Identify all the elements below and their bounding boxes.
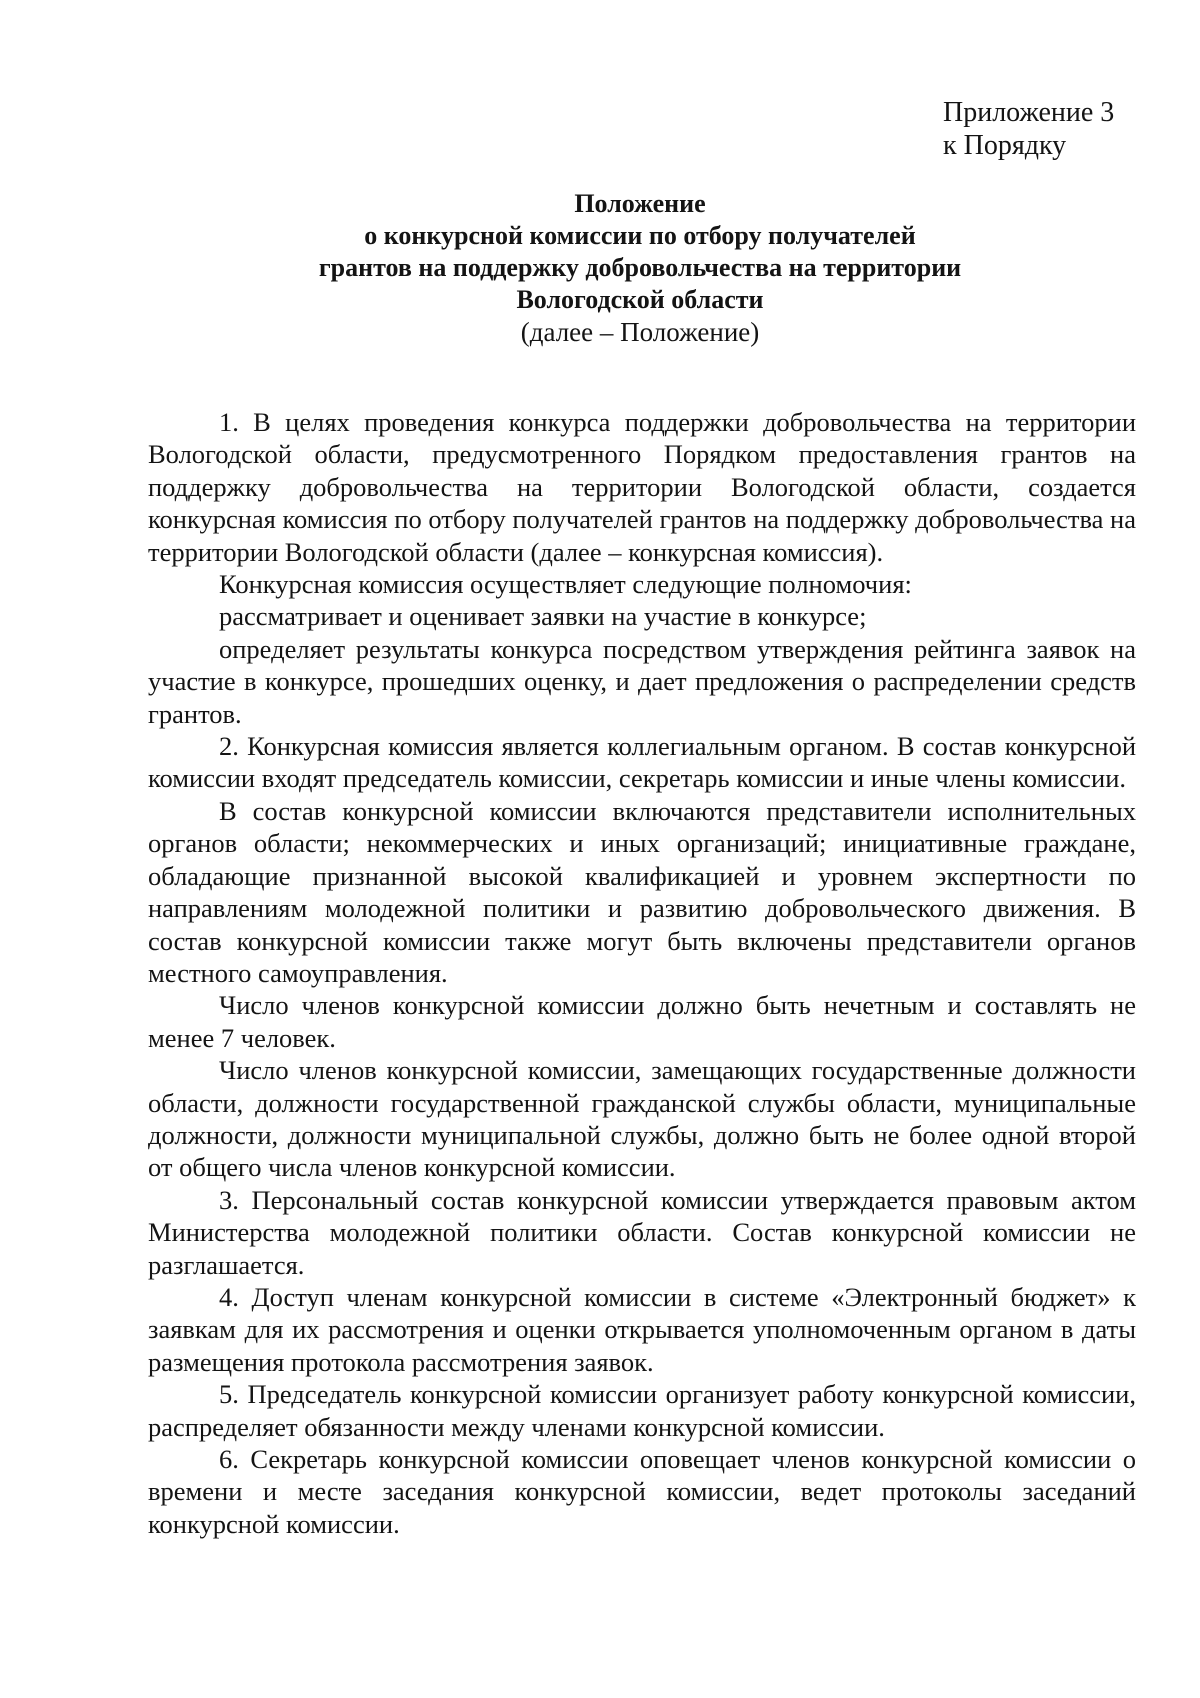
- paragraph-5: 2. Конкурсная комиссия является коллегиальным органом. В состав конкурсной комиссии входят председатель комиссии, секретарь комиссии и иные члены комиссии.: [148, 731, 1136, 794]
- paragraph-12: 6. Секретарь конкурсной комиссии оповещает членов конкурсной комиссии о времени и месте заседания конкурсной комиссии, ведет протоколы заседаний конкурсной комиссии.: [148, 1444, 1136, 1539]
- paragraph-4: определяет результаты конкурса посредством утверждения рейтинга заявок на участие в конкурсе, прошедших оценку, и дает предложения о распределении средств грантов.: [148, 633, 1136, 729]
- paragraph-3: рассматривает и оценивает заявки на участие в конкурсе;: [219, 601, 867, 632]
- appendix-number: Приложение 3: [943, 97, 1115, 128]
- title-line-3: грантов на поддержку добровольчества на территории: [318, 253, 962, 282]
- paragraph-11: 5. Председатель конкурсной комиссии организует работу конкурсной комиссии, распределяет обязанности между членами конкурсной комиссии.: [148, 1379, 1136, 1442]
- title-line-1: Положение: [574, 189, 706, 218]
- title-line-2: о конкурсной комиссии по отбору получателей: [364, 221, 916, 250]
- appendix-reference: к Порядку: [943, 130, 1067, 161]
- title-line-4: Вологодской области: [516, 285, 764, 314]
- paragraph-2: Конкурсная комиссия осуществляет следующие полномочия:: [219, 569, 912, 600]
- paragraph-10: 4. Доступ членам конкурсной комиссии в системе «Электронный бюджет» к заявкам для их рассмотрения и оценки открывается уполномоченным органом в даты размещения протокола рассмотрения заявок.: [148, 1281, 1136, 1377]
- document-title: [150, 188, 1130, 348]
- title-subtitle: (далее – Положение): [520, 317, 760, 347]
- paragraph-9: 3. Персональный состав конкурсной комиссии утверждается правовым актом Министерства молодежной политики области. Состав конкурсной комиссии не разглашается.: [148, 1184, 1136, 1280]
- paragraph-6: В состав конкурсной комиссии включаются представители исполнительных органов области; некоммерческих и иных организаций; инициативные граждане, обладающие признанной высокой квалификацией и уровнем экспертности по направлениям молодежной политики и развитию добровольческого движения. В состав конкурсной комиссии также могут быть включены представители органов местного самоуправления.: [148, 795, 1136, 988]
- paragraph-1: 1. В целях проведения конкурса поддержки добровольчества на территории Вологодской области, предусмотренного Порядком предоставления грантов на поддержку добровольчества на территории Вологодской области, создается конкурсная комиссия по отбору получателей грантов на поддержку добровольчества на территории Вологодской области (далее – конкурсная комиссия).: [148, 407, 1136, 567]
- paragraph-8: Число членов конкурсной комиссии, замещающих государственные должности области, должности государственной гражданской службы области, муниципальные должности, должности муниципальной службы, должно быть не более одной второй от общего числа членов конкурсной комиссии.: [148, 1055, 1136, 1183]
- appendix-note: [943, 96, 1114, 162]
- document-body: [148, 406, 1136, 1540]
- paragraph-7: Число членов конкурсной комиссии должно быть нечетным и составлять не менее 7 человек.: [148, 990, 1136, 1053]
